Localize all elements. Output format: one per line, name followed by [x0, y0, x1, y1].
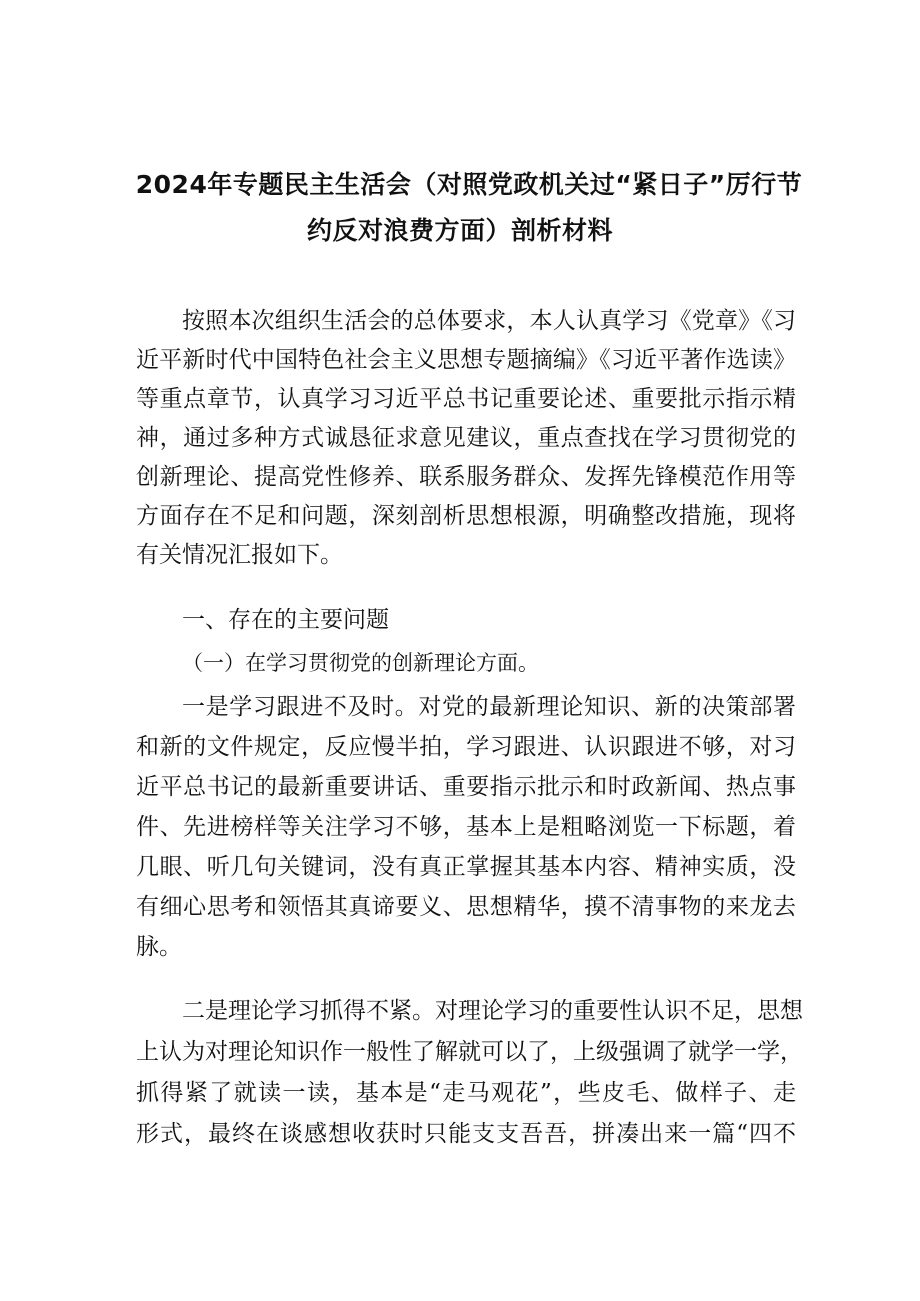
intro-line: 近平新时代中国特色社会主义思想专题摘编》《习近平著作选读》 [136, 347, 796, 373]
point1-line: 有细心思考和领悟其真谛要义、思想精华，摸不清事物的来龙去 [136, 894, 796, 920]
document-title-line-1: 2024年专题民主生活会（对照党政机关过“紧日子”厉行节 [135, 170, 803, 199]
point2-line: 上认为对理论知识作一般性了解就可以了，上级强调了就学一学， [136, 1039, 803, 1065]
section-heading: 一、存在的主要问题 [182, 607, 389, 633]
intro-line: 有关情况汇报如下。 [136, 542, 343, 568]
point1-line: 近平总书记的最新重要讲话、重要指示批示和时政新闻、热点事 [136, 774, 796, 800]
point1-line: 一是学习跟进不及时。对党的最新理论知识、新的决策部署 [182, 694, 796, 720]
point2-line: 二是理论学习抓得不紧。对理论学习的重要性认识不足，思想 [182, 998, 803, 1024]
point1-line: 件、先进榜样等关注学习不够，基本上是粗略浏览一下标题，着 [136, 814, 796, 840]
point1-line: 几眼、听几句关键词，没有真正掌握其基本内容、精神实质，没 [136, 854, 796, 880]
point2-line: 形式，最终在谈感想收获时只能支支吾吾，拼凑出来一篇“四不 [136, 1121, 796, 1147]
intro-line: 方面存在不足和问题，深刻剖析思想根源，明确整改措施，现将 [136, 503, 796, 529]
point2-line: 抓得紧了就读一读，基本是“走马观花”，些皮毛、做样子、走 [136, 1080, 796, 1106]
intro-line: 神，通过多种方式诚恳征求意见建议，重点查找在学习贯彻党的 [136, 425, 796, 451]
intro-line: 按照本次组织生活会的总体要求，本人认真学习《党章》《习 [182, 308, 796, 334]
intro-line: 创新理论、提高党性修养、联系服务群众、发挥先锋模范作用等 [136, 464, 796, 490]
subsection-heading: （一）在学习贯彻党的创新理论方面。 [182, 651, 539, 675]
point1-line: 脉。 [136, 934, 182, 960]
point1-line: 和新的文件规定，反应慢半拍，学习跟进、认识跟进不够，对习 [136, 734, 796, 760]
document-title-line-2: 约反对浪费方面）剖析材料 [306, 216, 613, 245]
intro-line: 等重点章节，认真学习习近平总书记重要论述、重要批示指示精 [136, 386, 796, 412]
